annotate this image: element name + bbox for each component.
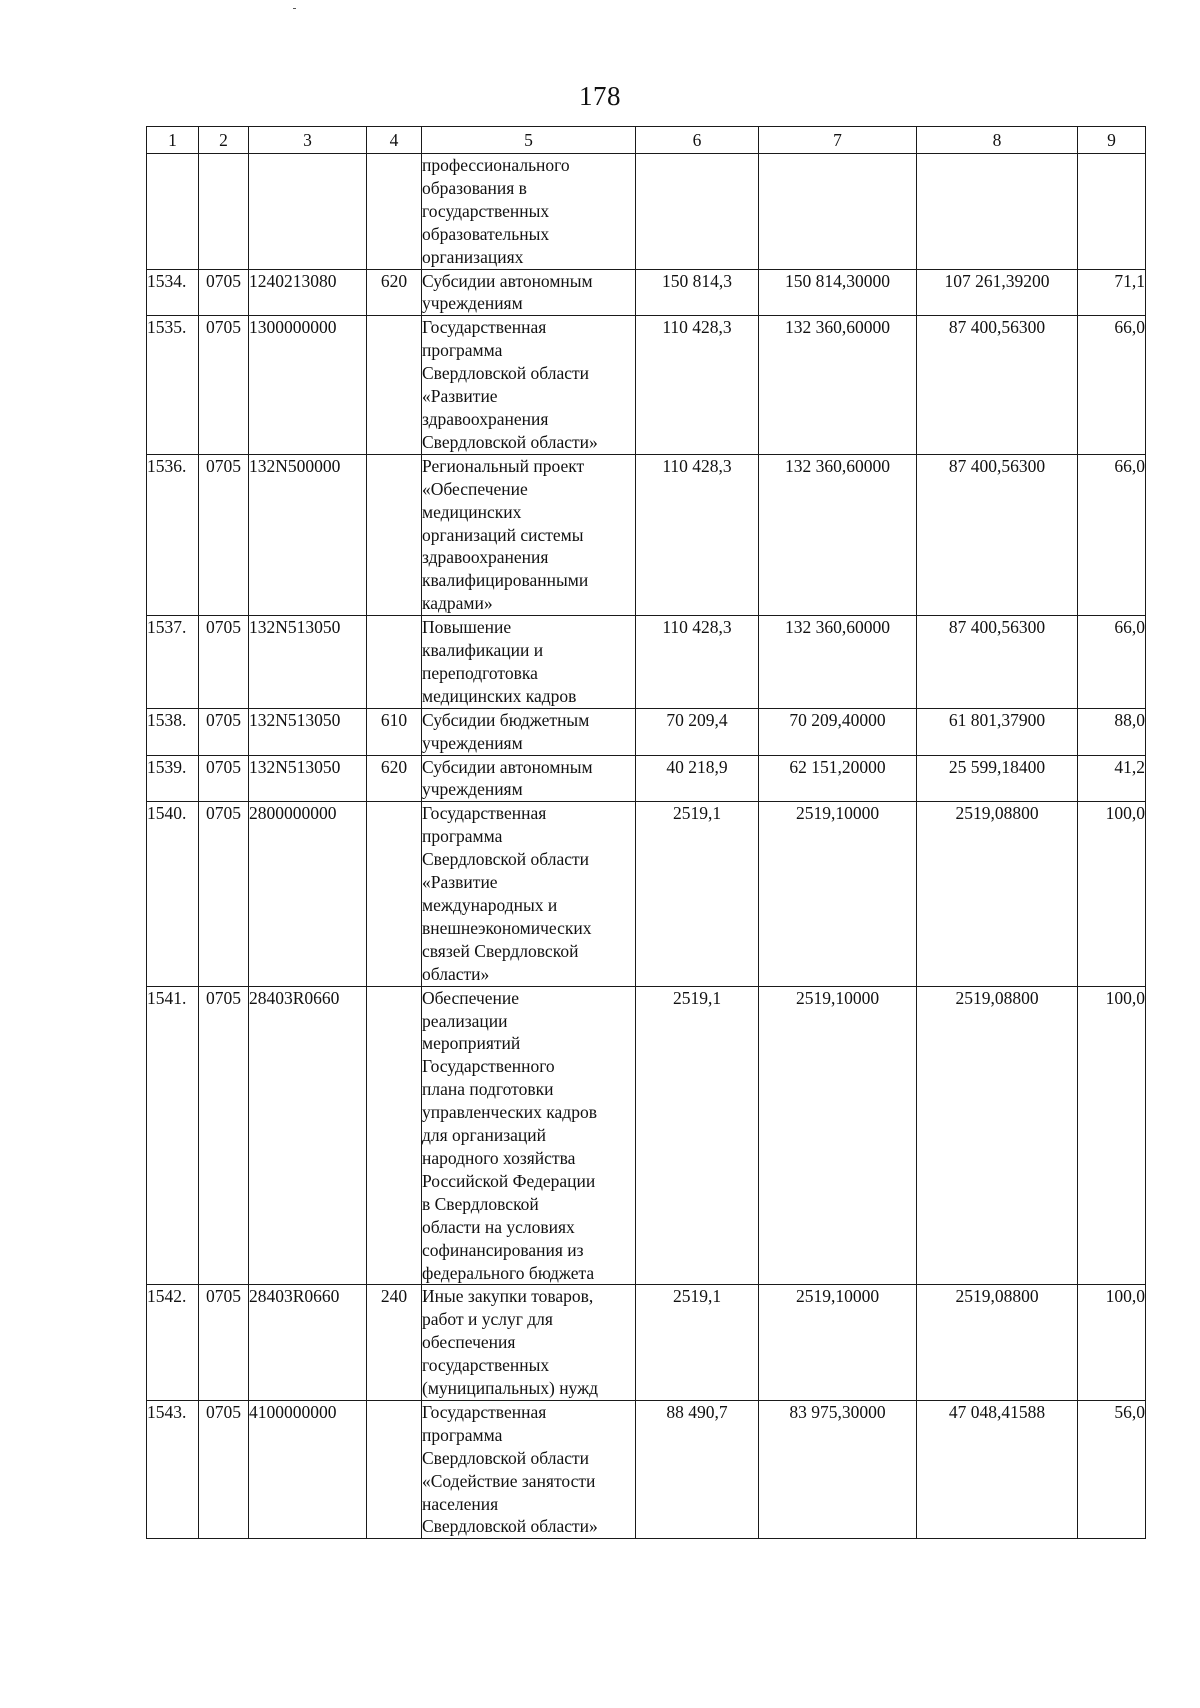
item-name-line: здравоохранения: [422, 408, 549, 429]
row-number: 1543.: [147, 1400, 199, 1538]
item-name: [422, 454, 636, 615]
value-col-9: 66,0: [1078, 616, 1146, 709]
item-name-line: народного хозяйства: [422, 1147, 576, 1168]
value-col-7: [759, 154, 917, 270]
value-col-7: 2519,10000: [759, 802, 917, 986]
row-number: 1541.: [147, 986, 199, 1285]
column-header: 4: [367, 127, 422, 154]
item-name-line: «Развитие: [422, 872, 498, 893]
row-number: 1540.: [147, 802, 199, 986]
expense-type-code: 620: [367, 269, 422, 316]
expense-type-code: [367, 454, 422, 615]
value-col-6: 150 814,3: [636, 269, 759, 316]
expense-type-code: [367, 316, 422, 454]
section-code: 0705: [199, 1400, 249, 1538]
value-col-6: 70 209,4: [636, 708, 759, 755]
table-row: [147, 802, 1146, 986]
item-name-line: учреждениям: [422, 779, 523, 800]
item-name-line: медицинских кадров: [422, 685, 577, 706]
expense-type-code: 240: [367, 1285, 422, 1401]
item-name-line: Региональный проект: [422, 455, 585, 476]
item-name-line: федерального бюджета: [422, 1262, 595, 1283]
value-col-7: 2519,10000: [759, 986, 917, 1285]
table-row: [147, 616, 1146, 709]
column-header: 3: [249, 127, 367, 154]
section-code: 0705: [199, 616, 249, 709]
value-col-6: 110 428,3: [636, 616, 759, 709]
column-header: 7: [759, 127, 917, 154]
value-col-9: 66,0: [1078, 316, 1146, 454]
value-col-7: 2519,10000: [759, 1285, 917, 1401]
column-header: 9: [1078, 127, 1146, 154]
item-name-line: Свердловской области: [422, 849, 590, 870]
item-name-line: программа: [422, 340, 503, 361]
row-number: 1538.: [147, 708, 199, 755]
value-col-6: 2519,1: [636, 802, 759, 986]
item-name-line: квалификации и: [422, 640, 544, 661]
item-name-line: реализации: [422, 1010, 508, 1031]
value-col-8: 2519,08800: [917, 986, 1078, 1285]
item-name: [422, 708, 636, 755]
target-article-code: 132N513050: [249, 755, 367, 802]
item-name: [422, 616, 636, 709]
section-code: 0705: [199, 316, 249, 454]
expense-type-code: 620: [367, 755, 422, 802]
item-name-line: программа: [422, 1424, 503, 1445]
item-name-line: Свердловской области»: [422, 431, 598, 452]
item-name: [422, 154, 636, 270]
target-article-code: 132N513050: [249, 616, 367, 709]
item-name-line: софинансирования из: [422, 1239, 584, 1260]
expense-type-code: 610: [367, 708, 422, 755]
row-number: [147, 154, 199, 270]
value-col-6: 2519,1: [636, 1285, 759, 1401]
table-row: [147, 154, 1146, 270]
item-name-line: мероприятий: [422, 1033, 521, 1054]
item-name-line: организациях: [422, 246, 524, 267]
value-col-8: 61 801,37900: [917, 708, 1078, 755]
table-row: [147, 755, 1146, 802]
item-name: [422, 986, 636, 1285]
item-name-line: кадрами»: [422, 593, 493, 614]
value-col-9: 100,0: [1078, 1285, 1146, 1401]
column-header: 8: [917, 127, 1078, 154]
item-name-line: для организаций: [422, 1125, 547, 1146]
value-col-9: 41,2: [1078, 755, 1146, 802]
item-name-line: организаций системы: [422, 524, 584, 545]
section-code: 0705: [199, 454, 249, 615]
budget-table: [146, 126, 1146, 1539]
target-article-code: 132N513050: [249, 708, 367, 755]
value-col-8: 2519,08800: [917, 802, 1078, 986]
item-name-line: внешнеэкономических: [422, 917, 592, 938]
item-name-line: «Обеспечение: [422, 478, 528, 499]
table-row: [147, 986, 1146, 1285]
item-name-line: медицинских: [422, 501, 522, 522]
section-code: 0705: [199, 986, 249, 1285]
item-name-line: «Содействие занятости: [422, 1470, 596, 1491]
item-name-line: Государственная: [422, 803, 547, 824]
item-name-line: квалифицированными: [422, 570, 589, 591]
value-col-7: 132 360,60000: [759, 616, 917, 709]
item-name-line: Государственного: [422, 1056, 555, 1077]
item-name: [422, 269, 636, 316]
value-col-6: 88 490,7: [636, 1400, 759, 1538]
column-header: 1: [147, 127, 199, 154]
value-col-9: 100,0: [1078, 802, 1146, 986]
target-article-code: 132N500000: [249, 454, 367, 615]
item-name-line: учреждениям: [422, 732, 523, 753]
target-article-code: 4100000000: [249, 1400, 367, 1538]
expense-type-code: [367, 616, 422, 709]
value-col-8: 87 400,56300: [917, 316, 1078, 454]
item-name-line: обеспечения: [422, 1332, 516, 1353]
item-name-line: Субсидии автономным: [422, 756, 593, 777]
item-name-line: плана подготовки: [422, 1079, 554, 1100]
item-name-line: образовательных: [422, 223, 550, 244]
section-code: 0705: [199, 755, 249, 802]
item-name-line: Свердловской области»: [422, 1516, 598, 1537]
item-name-line: связей Свердловской: [422, 940, 579, 961]
table-header-row: [147, 127, 1146, 154]
table-row: [147, 708, 1146, 755]
target-article-code: 1300000000: [249, 316, 367, 454]
table-row: [147, 1400, 1146, 1538]
target-article-code: 1240213080: [249, 269, 367, 316]
row-number: 1536.: [147, 454, 199, 615]
item-name-line: государственных: [422, 1355, 550, 1376]
value-col-7: 62 151,20000: [759, 755, 917, 802]
item-name: [422, 316, 636, 454]
item-name-line: «Развитие: [422, 386, 498, 407]
value-col-9: 88,0: [1078, 708, 1146, 755]
item-name-line: в Свердловской: [422, 1193, 539, 1214]
value-col-9: 56,0: [1078, 1400, 1146, 1538]
target-article-code: 28403R0660: [249, 986, 367, 1285]
column-header: 6: [636, 127, 759, 154]
table-row: [147, 316, 1146, 454]
value-col-9: 71,1: [1078, 269, 1146, 316]
row-number: 1542.: [147, 1285, 199, 1401]
item-name-line: управленческих кадров: [422, 1102, 597, 1123]
value-col-8: 2519,08800: [917, 1285, 1078, 1401]
item-name-line: государственных: [422, 200, 550, 221]
item-name: [422, 1400, 636, 1538]
item-name-line: Субсидии автономным: [422, 270, 593, 291]
item-name-line: Государственная: [422, 1401, 547, 1422]
item-name-line: учреждениям: [422, 293, 523, 314]
row-number: 1534.: [147, 269, 199, 316]
value-col-7: 83 975,30000: [759, 1400, 917, 1538]
table-row: [147, 1285, 1146, 1401]
row-number: 1535.: [147, 316, 199, 454]
item-name-line: Иные закупки товаров,: [422, 1286, 594, 1307]
item-name: [422, 802, 636, 986]
item-name-line: Повышение: [422, 617, 512, 638]
value-col-9: [1078, 154, 1146, 270]
item-name-line: (муниципальных) нужд: [422, 1378, 599, 1399]
value-col-7: 132 360,60000: [759, 316, 917, 454]
value-col-8: 107 261,39200: [917, 269, 1078, 316]
item-name-line: программа: [422, 826, 503, 847]
section-code: 0705: [199, 708, 249, 755]
item-name-line: Обеспечение: [422, 987, 520, 1008]
expense-type-code: [367, 986, 422, 1285]
page-number: 178: [579, 81, 621, 111]
expense-type-code: [367, 1400, 422, 1538]
value-col-8: 87 400,56300: [917, 616, 1078, 709]
item-name-line: Государственная: [422, 317, 547, 338]
column-header: 5: [422, 127, 636, 154]
value-col-9: 100,0: [1078, 986, 1146, 1285]
section-code: 0705: [199, 269, 249, 316]
value-col-8: 87 400,56300: [917, 454, 1078, 615]
scan-mark: [293, 8, 296, 9]
item-name: [422, 1285, 636, 1401]
value-col-7: 132 360,60000: [759, 454, 917, 615]
value-col-6: 40 218,9: [636, 755, 759, 802]
item-name-line: Свердловской области: [422, 1447, 590, 1468]
value-col-6: 110 428,3: [636, 316, 759, 454]
target-article-code: [249, 154, 367, 270]
item-name-line: образования в: [422, 177, 527, 198]
value-col-7: 70 209,40000: [759, 708, 917, 755]
item-name-line: переподготовка: [422, 662, 538, 683]
item-name-line: Российской Федерации: [422, 1170, 596, 1191]
item-name-line: области»: [422, 963, 490, 984]
column-header: 2: [199, 127, 249, 154]
value-col-8: 47 048,41588: [917, 1400, 1078, 1538]
table-body: [147, 154, 1146, 1539]
value-col-6: 2519,1: [636, 986, 759, 1285]
item-name-line: области на условиях: [422, 1216, 575, 1237]
item-name-line: работ и услуг для: [422, 1309, 553, 1330]
item-name-line: международных и: [422, 895, 558, 915]
expense-type-code: [367, 802, 422, 986]
value-col-8: [917, 154, 1078, 270]
section-code: 0705: [199, 802, 249, 986]
item-name-line: Свердловской области: [422, 363, 590, 384]
value-col-9: 66,0: [1078, 454, 1146, 615]
value-col-6: 110 428,3: [636, 454, 759, 615]
target-article-code: 28403R0660: [249, 1285, 367, 1401]
item-name-line: Субсидии бюджетным: [422, 709, 590, 730]
item-name-line: населения: [422, 1493, 499, 1514]
target-article-code: 2800000000: [249, 802, 367, 986]
expense-type-code: [367, 154, 422, 270]
item-name-line: здравоохранения: [422, 547, 549, 568]
row-number: 1537.: [147, 616, 199, 709]
item-name-line: профессионального: [422, 155, 570, 175]
value-col-8: 25 599,18400: [917, 755, 1078, 802]
item-name: [422, 755, 636, 802]
value-col-7: 150 814,30000: [759, 269, 917, 316]
value-col-6: [636, 154, 759, 270]
table-row: [147, 269, 1146, 316]
row-number: 1539.: [147, 755, 199, 802]
section-code: [199, 154, 249, 270]
table-row: [147, 454, 1146, 615]
section-code: 0705: [199, 1285, 249, 1401]
